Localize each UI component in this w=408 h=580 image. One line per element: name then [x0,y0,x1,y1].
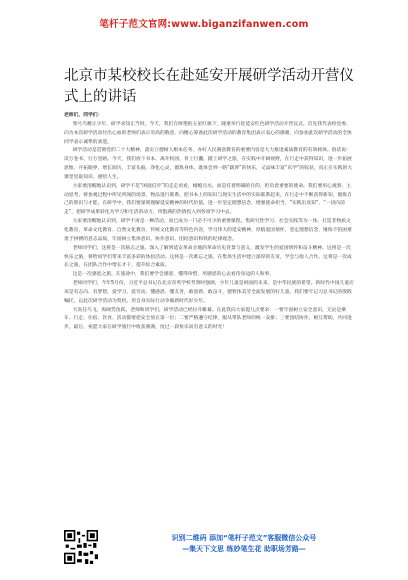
paragraph: 老师同学们，今年5月份，习近平总书记在北京育英学校考察时强调，少年儿童是祖国的未来，是中华民族的希望。新时代中国儿童应该是有志向、有梦想，爱学习、爱劳动，懂感恩、懂友善，敢创新、敢奋斗，德智体美劳全面发展的好儿童。我们要牢记习总书记的殷殷嘱托，以此次研学活动为契机，用自身实际行动争做新时代好少年。 [64,281,354,304]
paragraph: 大家要清醒地认识到，研学不是“闲庭信步”的走走看看，蜻蜓点水，而是有着明确的目的，担负着重要的使命。我们要用心观察、主动思考，将参观过程中所见所闻的场景、物品进行联系，把书本上的知识与现实生活中的实际联系起来，在行走中不断获得新知，锻炼自己的胆识与才能。在研学中，我们要深刻理解延安精神的时代价值，进一步坚定理想信念，增强使命担当，“实践出真知”，“一切向前走”，把研学成果转化为学习和生活的动力，用饱满的热情投入到各项学习中去。 [64,183,352,216]
site-header: 笔杆子范文官网:www.biganzifanwen.com [99,19,309,30]
paragraph: 寒号鸟精正少年，研学求知正当时。今天，我们在鲜艳的五星红旗下，隆重举行赴延安红色研学活动开营仪式。首先我代表校党委、向为本次研学活动付出心血的老师们表示崇高的敬意，向精心筹备此次研学活动的教育集团表示衷心的感谢，向参加此次研学活动的全体同学表示诚挚的欢迎。 [64,121,352,145]
paragraph: 研学活动是贯彻党的二十大精神，落实立德树人根本任务，办好人民满意教育的重要内容是大力推进素质教育的有效载体。俗话说：读万卷书，行万里路。今天，我们放下书本、离开校园，背上行囊，踏上研学之旅，在实践中开阔视野，在行走中获得知识，进一步拓展思维、开拓眼界、增长阅历，丰富头脑，净化心灵，锻炼身体，既体会到一路“跋涉”的快乐，又品味丰富“乐学”的收获，真正在实践的大课堂里取知识、感悟人生。 [64,148,353,180]
paragraph: 天高任鸟飞，海阔凭鱼跃。老师和同学们，研学活动已经拉开帷幕。在此我向大家提几点要求：一要牢固树立安全意识，无论是乘车、行走、住宿、饮食、活动都要把安全放在第一位；二要严格遵守纪律，服从带队老师的统一安排；三要团结协作，相互帮助，共同进步。最后，祝愿大家在研学旅行中收获满满，度过一段快乐而有意义的时光！ [64,307,352,331]
paragraph: 大家要清醒地认识到，研学不再是一种活动，而已成为一门必不可少的重要课程。集研究性学习、社会实践等为一体，打造非物质文化教育、革命文化教育、自然文化教育、传统文化教育等特色内容，学习伟大的延安精神，厚植爱国情怀，坚定理想信念，锤炼不怕困难勇于拼搏的意志品质，牢固树立集体意识、协作意识、团结意识和铁的纪律观念。 [64,219,352,242]
footer-slogan: —集天下文思 练妙笔生花 助职场芳路— [182,545,306,553]
qr-code-icon[interactable] [64,530,98,564]
footer-line: 识别二维码 添加“笔杆子范文”客服微信公众号 [171,534,317,542]
article-body [64,112,354,333]
footer [64,530,364,566]
page-title: 北京市某校校长在赴延安开展研学活动开营仪式上的讲话 [64,68,354,105]
greeting: 老师们，同学们： [64,113,103,118]
footer-text [124,533,364,555]
paragraph: 这是一次感恩之旅。在旅途中，我们要学会感恩，懂得珍惜，用感恩的心去看待身边的人和事。 [72,272,275,278]
paragraph: 老师同学们，这将是一次励志之旅。深入了解到延安革命圣地的革命历史背景与意义，激发学生的爱国情怀和奋斗精神。这将是一次快乐之旅，将给同学们带来丰富多彩的体验活动。这将是一次难忘之旅，在集体生活中建立深厚的友谊，学会与他人合作。这将是一次成长之旅，在团队合作中增长才干，提升综合素质。 [64,245,352,269]
